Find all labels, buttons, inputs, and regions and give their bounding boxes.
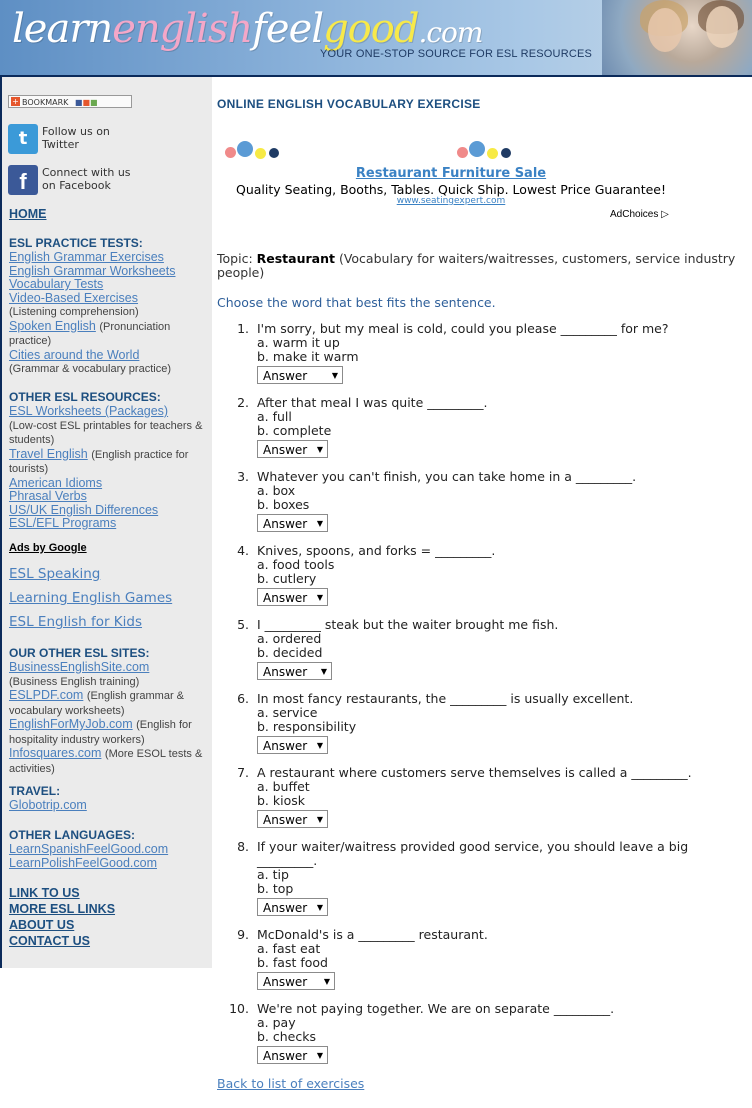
option-a: a. fast eat	[257, 941, 321, 956]
ad-url-link[interactable]: www.seatingexpert.com	[396, 196, 506, 206]
answer-select-value: Answer	[263, 443, 308, 457]
answer-select-value: Answer	[263, 369, 308, 383]
site-link-2: EnglishForMyJob.com (English for hospitality industry workers)	[9, 717, 192, 746]
facebook-text-1: Connect with us	[42, 166, 131, 179]
ad-logo-dots-right	[457, 141, 517, 161]
answer-select-value: Answer	[263, 1049, 308, 1063]
twitter-text-2: Twitter	[42, 138, 79, 151]
adchoices-label: AdChoices	[610, 209, 659, 220]
site-link-0: BusinessEnglishSite.com (Business English training)	[9, 660, 150, 688]
ads-by-google[interactable]: Ads by Google	[9, 542, 87, 554]
ad-logo-dots-left	[225, 141, 285, 161]
option-a: a. service	[257, 705, 318, 720]
logo-com: .com	[418, 16, 483, 49]
resource-link-1: Travel English (English practice for tourists)	[9, 446, 189, 475]
site-link-1: ESLPDF.com (English grammar & vocabulary worksheets)	[9, 688, 185, 717]
ad-link-esl-speaking[interactable]: ESL Speaking	[9, 566, 101, 582]
answer-select-value: Answer	[263, 517, 308, 531]
site-links	[9, 661, 209, 776]
question-number: 7.	[237, 765, 249, 780]
question-number: 2.	[237, 395, 249, 410]
answer-select[interactable]	[257, 1046, 328, 1064]
practice-link-1: English Grammar Worksheets	[9, 263, 176, 278]
answer-select[interactable]	[257, 588, 328, 606]
topic-label: Topic:	[217, 251, 253, 266]
twitter-text-1: Follow us on	[42, 125, 110, 138]
option-a: a. buffet	[257, 779, 310, 794]
language-link-spanish[interactable]: LearnSpanishFeelGood.com	[9, 842, 169, 856]
language-link-polish[interactable]: LearnPolishFeelGood.com	[9, 855, 157, 870]
answer-select[interactable]	[257, 972, 335, 990]
question-number: 10.	[229, 1001, 249, 1016]
instructions: Choose the word that best fits the sentence.	[217, 295, 496, 310]
chevron-down-icon: ▼	[316, 593, 323, 602]
option-b: b. top	[257, 881, 294, 896]
photo-face-left	[648, 8, 682, 52]
ad-link-learning-games[interactable]: Learning English Games	[9, 590, 173, 606]
practice-links	[9, 251, 209, 377]
question-text: I _________ steak but the waiter brought me fish.	[257, 617, 559, 632]
question-text: A restaurant where customers serve themselves is called a _________.	[257, 765, 692, 780]
option-a: a. pay	[257, 1015, 296, 1030]
resource-link-3: Phrasal Verbs	[9, 489, 87, 503]
resource-link-5: ESL/EFL Programs	[9, 516, 117, 530]
topic	[217, 252, 742, 280]
answer-select[interactable]	[257, 366, 343, 384]
link-to-us[interactable]: LINK TO US	[9, 886, 80, 900]
answer-select[interactable]	[257, 736, 328, 754]
answer-select[interactable]	[257, 662, 332, 680]
option-b: b. complete	[257, 423, 332, 438]
option-b: b. make it warm	[257, 349, 359, 364]
resource-link-2: American Idioms	[9, 475, 103, 490]
resource-link-4: US/UK English Differences	[9, 502, 159, 517]
practice-link-0: English Grammar Exercises	[9, 250, 164, 264]
option-b: b. responsibility	[257, 719, 357, 734]
topic-name: Restaurant	[256, 251, 335, 266]
question-number: 1.	[237, 321, 249, 336]
page-title: ONLINE ENGLISH VOCABULARY EXERCISE	[217, 97, 481, 111]
answer-select-value: Answer	[263, 591, 308, 605]
site-link-3: Infosquares.com (More ESOL tests & activities)	[9, 746, 203, 775]
answer-select-value: Answer	[263, 975, 308, 989]
about-us[interactable]: ABOUT US	[9, 918, 75, 932]
question-number: 4.	[237, 543, 249, 558]
option-b: b. kiosk	[257, 793, 305, 808]
chevron-down-icon: ▼	[316, 815, 323, 824]
more-esl-links[interactable]: MORE ESL LINKS	[9, 902, 116, 916]
sidebar	[0, 77, 212, 968]
practice-link-2: Vocabulary Tests	[9, 277, 104, 291]
option-a: a. box	[257, 483, 296, 498]
practice-link-4: Spoken English (Pronunciation practice)	[9, 318, 171, 347]
bookmark-label: BOOKMARK	[22, 98, 69, 107]
plus-icon: +	[12, 97, 19, 106]
question-text: In most fancy restaurants, the _________ is usually excellent.	[257, 691, 634, 706]
practice-link-5: Cities around the World (Grammar & vocabulary practice)	[9, 347, 171, 375]
answer-select[interactable]	[257, 810, 328, 828]
question-text: After that meal I was quite _________.	[257, 395, 488, 410]
resource-links	[9, 405, 209, 531]
option-a: a. food tools	[257, 557, 335, 572]
option-b: b. cutlery	[257, 571, 317, 586]
languages-heading: OTHER LANGUAGES:	[9, 828, 135, 842]
bookmark-button[interactable]: + BOOKMARK ■■■	[8, 95, 132, 108]
answer-select[interactable]	[257, 514, 328, 532]
option-b: b. checks	[257, 1029, 316, 1044]
photo-face-right	[706, 6, 738, 48]
tagline: YOUR ONE-STOP SOURCE FOR ESL RESOURCES	[320, 48, 593, 60]
ad-link-esl-kids[interactable]: ESL English for Kids	[9, 614, 143, 630]
chevron-down-icon: ▼	[320, 667, 327, 676]
logo-good: good	[323, 6, 419, 52]
ad-title-link[interactable]: Restaurant Furniture Sale	[355, 166, 547, 181]
option-b: b. boxes	[257, 497, 310, 512]
question-text: If your waiter/waitress provided good service, you should leave a big _________.	[257, 839, 689, 868]
chevron-down-icon: ▼	[316, 445, 323, 454]
twitter-icon: t	[8, 124, 38, 154]
site-logo[interactable]	[12, 6, 482, 52]
answer-select[interactable]	[257, 898, 328, 916]
question-text: McDonald's is a _________ restaurant.	[257, 927, 488, 942]
question-text: Knives, spoons, and forks = _________.	[257, 543, 496, 558]
other-sites-heading: OUR OTHER ESL SITES:	[9, 646, 150, 660]
ad-description: Quality Seating, Booths, Tables. Quick Ship. Lowest Price Guarantee!	[235, 182, 666, 197]
facebook-connect[interactable]	[8, 165, 131, 195]
logo-english: english	[112, 6, 253, 52]
other-resources-heading: OTHER ESL RESOURCES:	[9, 390, 161, 404]
question-text: We're not paying together. We are on separate _________.	[257, 1001, 615, 1016]
travel-links	[9, 799, 209, 813]
option-a: a. warm it up	[257, 335, 340, 350]
chevron-down-icon: ▼	[316, 1051, 323, 1060]
share-icons: ■	[74, 98, 83, 107]
twitter-follow[interactable]	[8, 124, 110, 154]
option-b: b. decided	[257, 645, 323, 660]
adchoices-icon: ▷	[661, 209, 669, 220]
back-to-exercises-link[interactable]: Back to list of exercises	[217, 1076, 365, 1091]
chevron-down-icon: ▼	[316, 519, 323, 528]
chevron-down-icon: ▼	[331, 371, 338, 380]
language-links	[9, 843, 209, 870]
answer-select-value: Answer	[263, 813, 308, 827]
adchoices-link[interactable]	[610, 209, 669, 220]
answer-select-value: Answer	[263, 665, 308, 679]
home-link[interactable]: HOME	[9, 207, 47, 221]
chevron-down-icon: ▼	[323, 977, 330, 986]
practice-link-3: Video-Based Exercises (Listening comprehension)	[9, 290, 139, 318]
facebook-text-2: on Facebook	[42, 179, 111, 192]
answer-select-value: Answer	[263, 901, 308, 915]
answer-select[interactable]	[257, 440, 328, 458]
question-number: 8.	[237, 839, 249, 854]
site-header	[0, 0, 752, 75]
question-number: 5.	[237, 617, 249, 632]
option-a: a. full	[257, 409, 292, 424]
contact-us[interactable]: CONTACT US	[9, 934, 91, 948]
topic-detail: (Vocabulary for waiters/waitresses, customers, service industry people)	[217, 251, 736, 280]
question-text: I'm sorry, but my meal is cold, could you please _________ for me?	[257, 321, 669, 336]
resource-link-0: ESL Worksheets (Packages) (Low-cost ESL printables for teachers & students)	[9, 404, 203, 446]
chevron-down-icon: ▼	[316, 741, 323, 750]
esl-practice-heading: ESL PRACTICE TESTS:	[9, 236, 143, 250]
option-a: a. tip	[257, 867, 289, 882]
logo-feel: feel	[252, 6, 324, 52]
facebook-icon: f	[8, 165, 38, 195]
question-number: 3.	[237, 469, 249, 484]
travel-heading: TRAVEL:	[9, 784, 61, 798]
question-number: 9.	[237, 927, 249, 942]
answer-select-value: Answer	[263, 739, 308, 753]
question-text: Whatever you can't finish, you can take home in a _________.	[257, 469, 637, 484]
header-photo	[602, 0, 752, 75]
option-b: b. fast food	[257, 955, 328, 970]
question-number: 6.	[237, 691, 249, 706]
option-a: a. ordered	[257, 631, 322, 646]
travel-link[interactable]: Globotrip.com	[9, 798, 87, 812]
chevron-down-icon: ▼	[316, 903, 323, 912]
logo-learn: learn	[12, 6, 113, 52]
